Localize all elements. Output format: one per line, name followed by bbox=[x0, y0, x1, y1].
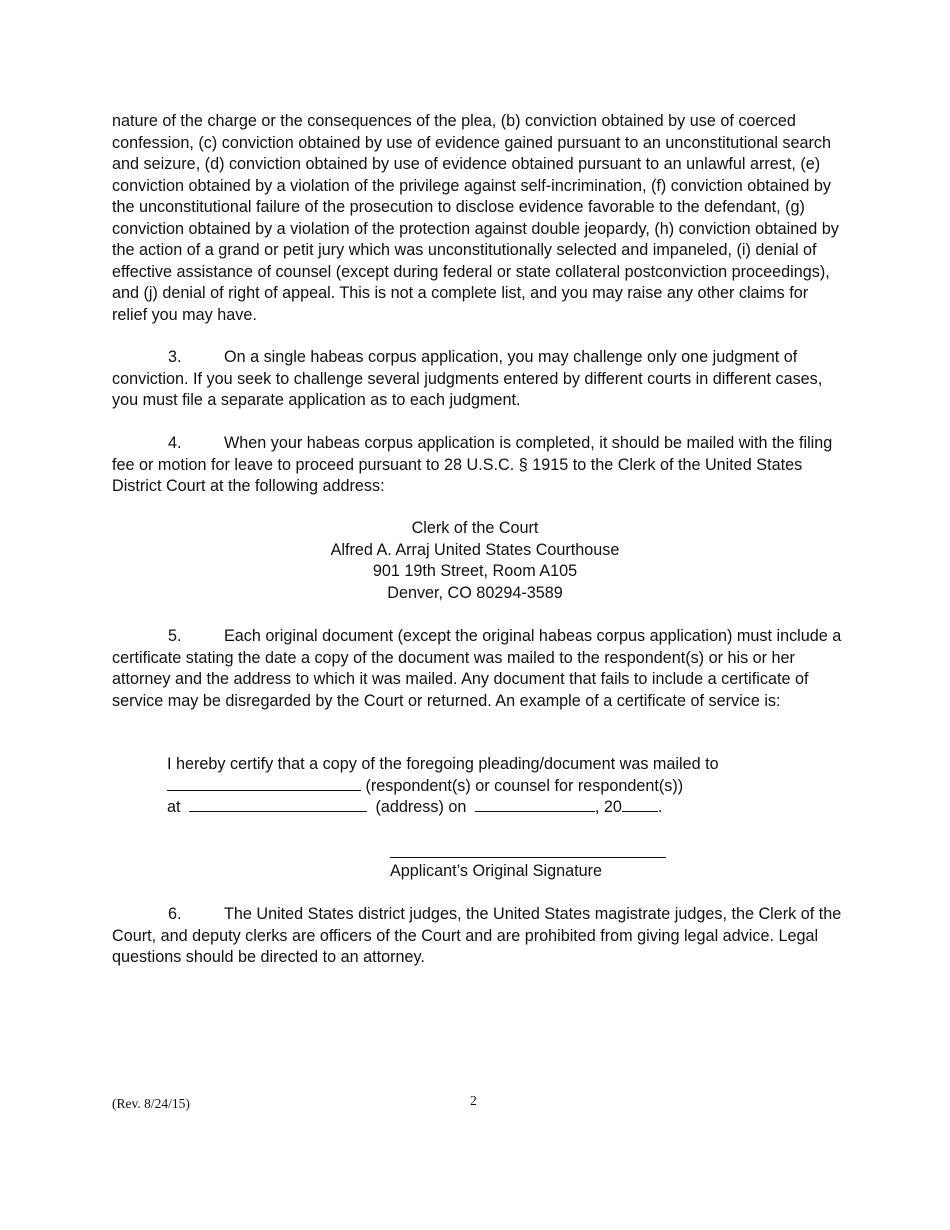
respondent-blank-line bbox=[167, 776, 361, 791]
date-blank-line bbox=[475, 797, 595, 812]
revision-date: (Rev. 8/24/15) bbox=[112, 1096, 190, 1111]
at-label: at bbox=[167, 798, 181, 816]
paragraph-text: The United States district judges, the United States magistrate judges, the Clerk of the Court, and deputy clerks are officers of the Court and are prohibited from giving legal advice. Legal questions should be directed to an attorney. bbox=[112, 905, 842, 966]
signature-line bbox=[390, 857, 666, 858]
paragraph-5 bbox=[112, 626, 844, 712]
certificate-line-3 bbox=[167, 797, 847, 819]
address-line-2: Alfred A. Arraj United States Courthouse bbox=[330, 540, 620, 559]
respondent-label: (respondent(s) or counsel for respondent(s)) bbox=[365, 776, 684, 795]
paragraph-text: On a single habeas corpus application, you may challenge only one judgment of conviction. If you seek to challenge several judgments entered by different courts in different cases, you must file a separate application as to each judgment. bbox=[112, 348, 823, 409]
address-line-3: 901 19th Street, Room A105 bbox=[372, 562, 578, 580]
certificate-of-service-example bbox=[167, 754, 847, 819]
period: . bbox=[657, 798, 663, 816]
signature-label: Applicant’s Original Signature bbox=[390, 862, 603, 880]
year-prefix: , 20 bbox=[594, 798, 622, 816]
address-on-label: (address) on bbox=[375, 798, 467, 816]
paragraph-text: When your habeas corpus application is completed, it should be mailed with the filing fee or motion for leave to proceed pursuant to 28 U.S.C. § 1915 to the Clerk of the United States District Court at the following address: bbox=[112, 434, 833, 495]
paragraph-number: 6. bbox=[168, 905, 182, 923]
address-blank-line bbox=[189, 797, 367, 812]
year-blank-line bbox=[622, 797, 658, 812]
paragraph-number: 4. bbox=[168, 434, 182, 452]
certificate-line-2 bbox=[167, 776, 847, 798]
paragraph-3 bbox=[112, 347, 844, 412]
clerk-address-block bbox=[112, 518, 838, 604]
paragraph-number: 3. bbox=[168, 348, 182, 366]
paragraph-text: Each original document (except the original habeas corpus application) must include a certificate stating the date a copy of the document was mailed to the respondent(s) or his or her attorney and the address to which it was mailed. Any document that fails to include a certificate of service may be disregarded by the Court or returned. An example of a certificate of service is: bbox=[112, 627, 842, 710]
continuation-paragraph: nature of the charge or the consequences of the plea, (b) conviction obtained by use of coerced confession, (c) conviction obtained by use of evidence gained pursuant to an unconstitutional search and seizure, (d) conviction obtained by use of evidence obtained pursuant to an unlawful arrest, (e) conviction obtained by a violation of the privilege against self-incrimination, (f) conviction obtained by the unconstitutional failure of the prosecution to disclose evidence favorable to the defendant, (g) conviction obtained by a violation of the protection against double jeopardy, (h) conviction obtained by the action of a grand or petit jury which was unconstitutionally selected and impaneled, (i) denial of effective assistance of counsel (except during federal or state collateral postconviction proceedings), and (j) denial of right of appeal. This is not a complete list, and you may raise any other claims for relief you may have. bbox=[112, 112, 839, 324]
paragraph-6 bbox=[112, 904, 844, 969]
paragraph-4 bbox=[112, 433, 844, 498]
address-line-1: Clerk of the Court bbox=[411, 519, 539, 537]
certificate-line-1: I hereby certify that a copy of the foregoing pleading/document was mailed to bbox=[167, 755, 719, 773]
address-line-4: Denver, CO 80294-3589 bbox=[387, 583, 563, 602]
paragraph-number: 5. bbox=[168, 627, 182, 645]
page-number: 2 bbox=[470, 1093, 477, 1108]
